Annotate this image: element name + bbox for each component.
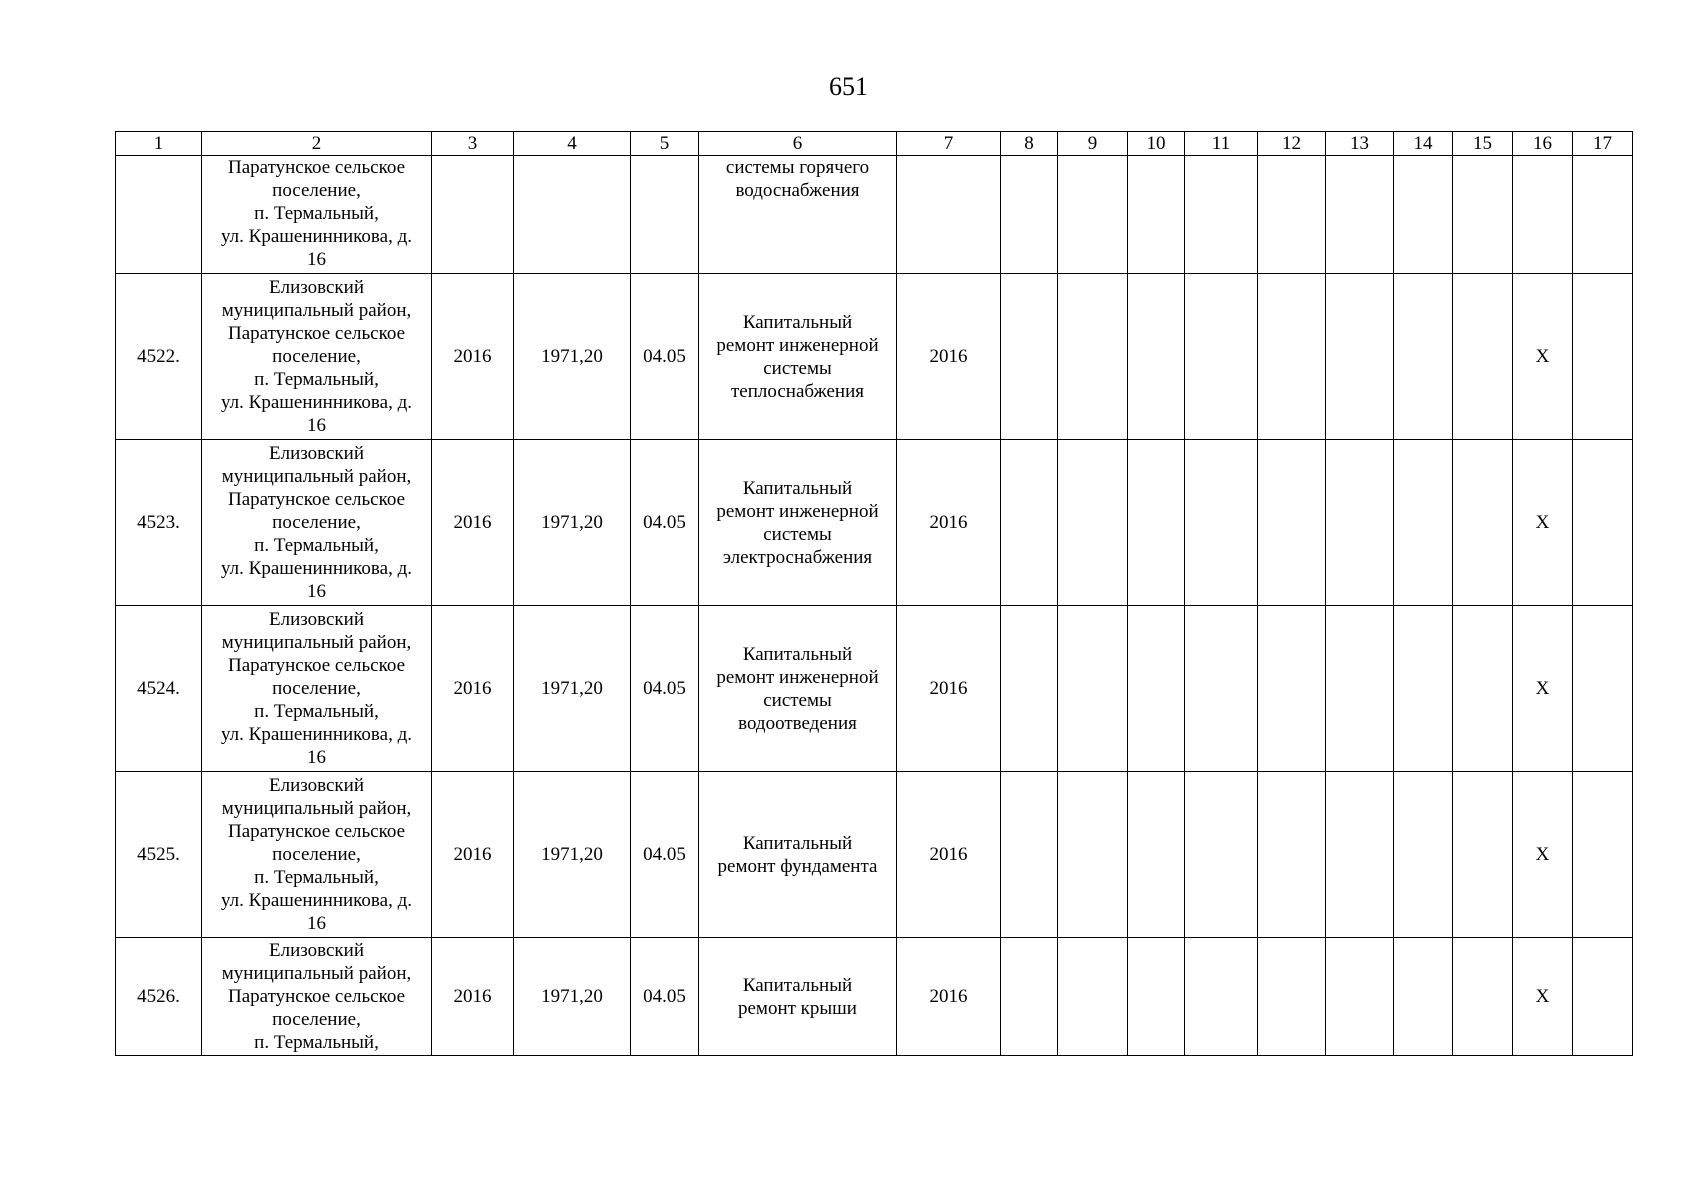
empty-cell bbox=[1258, 440, 1326, 606]
empty-cell bbox=[1326, 772, 1394, 938]
code-cell: 04.05 bbox=[631, 938, 699, 1056]
empty-cell bbox=[1001, 938, 1058, 1056]
row-number-cell: 4526. bbox=[116, 938, 202, 1056]
empty-cell bbox=[1128, 938, 1185, 1056]
column-number-1: 1 bbox=[116, 132, 202, 156]
empty-cell bbox=[1058, 606, 1128, 772]
mark-cell: Х bbox=[1513, 440, 1573, 606]
work-type-cell: Капитальный ремонт инженерной системы теплоснабжения bbox=[699, 274, 897, 440]
column-number-14: 14 bbox=[1394, 132, 1453, 156]
year-cell: 2016 bbox=[432, 440, 514, 606]
row-number-cell bbox=[116, 156, 202, 274]
address-cell: Елизовский муниципальный район, Паратунское сельское поселение, п. Термальный, ул. Крашенинникова, д. 16 bbox=[202, 606, 432, 772]
row-number-cell: 4522. bbox=[116, 274, 202, 440]
year-cell: 2016 bbox=[432, 772, 514, 938]
page-number: 651 bbox=[829, 72, 868, 101]
empty-cell bbox=[1258, 156, 1326, 274]
continuation-row bbox=[116, 156, 1633, 274]
column-number-7: 7 bbox=[897, 132, 1001, 156]
table-header-row bbox=[116, 132, 1633, 156]
empty-cell bbox=[1058, 156, 1128, 274]
empty-cell bbox=[1513, 156, 1573, 274]
work-year-cell: 2016 bbox=[897, 606, 1001, 772]
table-row bbox=[116, 772, 1633, 938]
empty-cell bbox=[1058, 274, 1128, 440]
empty-cell bbox=[1128, 440, 1185, 606]
work-year-cell: 2016 bbox=[897, 938, 1001, 1056]
work-year-cell: 2016 bbox=[897, 274, 1001, 440]
code-cell: 04.05 bbox=[631, 440, 699, 606]
column-number-3: 3 bbox=[432, 132, 514, 156]
column-number-8: 8 bbox=[1001, 132, 1058, 156]
empty-cell bbox=[1453, 606, 1513, 772]
empty-cell bbox=[1128, 274, 1185, 440]
column-number-16: 16 bbox=[1513, 132, 1573, 156]
empty-cell bbox=[1128, 606, 1185, 772]
address-cell: Елизовский муниципальный район, Паратунское сельское поселение, п. Термальный, ул. Крашенинникова, д. 16 bbox=[202, 274, 432, 440]
area-cell: 1971,20 bbox=[514, 772, 631, 938]
empty-cell bbox=[1185, 938, 1258, 1056]
address-cell: Елизовский муниципальный район, Паратунское сельское поселение, п. Термальный, bbox=[202, 938, 432, 1056]
address-cell: Елизовский муниципальный район, Паратунское сельское поселение, п. Термальный, ул. Крашенинникова, д. 16 bbox=[202, 772, 432, 938]
mark-cell: Х bbox=[1513, 606, 1573, 772]
empty-cell bbox=[1326, 938, 1394, 1056]
empty-cell bbox=[1573, 772, 1633, 938]
empty-cell bbox=[1258, 606, 1326, 772]
empty-cell bbox=[1128, 772, 1185, 938]
table-row bbox=[116, 606, 1633, 772]
empty-cell bbox=[1394, 156, 1453, 274]
empty-cell bbox=[1394, 938, 1453, 1056]
mark-cell: Х bbox=[1513, 938, 1573, 1056]
empty-cell bbox=[1001, 156, 1058, 274]
empty-cell bbox=[1573, 938, 1633, 1056]
empty-cell bbox=[1258, 772, 1326, 938]
empty-cell bbox=[1394, 606, 1453, 772]
row-number-cell: 4524. bbox=[116, 606, 202, 772]
year-cell: 2016 bbox=[432, 606, 514, 772]
work-type-cell: Капитальный ремонт крыши bbox=[699, 938, 897, 1056]
empty-cell bbox=[1326, 156, 1394, 274]
work-type-cell: Капитальный ремонт инженерной системы электроснабжения bbox=[699, 440, 897, 606]
empty-cell bbox=[1058, 938, 1128, 1056]
column-number-9: 9 bbox=[1058, 132, 1128, 156]
empty-cell bbox=[1258, 274, 1326, 440]
empty-cell bbox=[1058, 440, 1128, 606]
empty-cell bbox=[432, 156, 514, 274]
empty-cell bbox=[897, 156, 1001, 274]
empty-cell bbox=[1394, 440, 1453, 606]
empty-cell bbox=[1001, 772, 1058, 938]
empty-cell bbox=[1394, 274, 1453, 440]
empty-cell bbox=[631, 156, 699, 274]
column-number-2: 2 bbox=[202, 132, 432, 156]
row-number-cell: 4523. bbox=[116, 440, 202, 606]
column-number-6: 6 bbox=[699, 132, 897, 156]
mark-cell: Х bbox=[1513, 772, 1573, 938]
empty-cell bbox=[1573, 274, 1633, 440]
work-type-cell: системы горячего водоснабжения bbox=[699, 156, 897, 274]
mark-cell: Х bbox=[1513, 274, 1573, 440]
code-cell: 04.05 bbox=[631, 606, 699, 772]
empty-cell bbox=[1185, 772, 1258, 938]
table-row bbox=[116, 938, 1633, 1056]
empty-cell bbox=[1001, 440, 1058, 606]
empty-cell bbox=[1573, 156, 1633, 274]
empty-cell bbox=[1001, 274, 1058, 440]
empty-cell bbox=[1394, 772, 1453, 938]
column-number-11: 11 bbox=[1185, 132, 1258, 156]
address-cell: Елизовский муниципальный район, Паратунское сельское поселение, п. Термальный, ул. Крашенинникова, д. 16 bbox=[202, 440, 432, 606]
column-number-4: 4 bbox=[514, 132, 631, 156]
work-type-cell: Капитальный ремонт фундамента bbox=[699, 772, 897, 938]
area-cell: 1971,20 bbox=[514, 938, 631, 1056]
code-cell: 04.05 bbox=[631, 274, 699, 440]
empty-cell bbox=[1453, 772, 1513, 938]
empty-cell bbox=[1058, 772, 1128, 938]
empty-cell bbox=[1001, 606, 1058, 772]
column-number-13: 13 bbox=[1326, 132, 1394, 156]
row-number-cell: 4525. bbox=[116, 772, 202, 938]
empty-cell bbox=[1326, 274, 1394, 440]
column-number-5: 5 bbox=[631, 132, 699, 156]
address-cell: Паратунское сельское поселение, п. Термальный, ул. Крашенинникова, д. 16 bbox=[202, 156, 432, 274]
code-cell: 04.05 bbox=[631, 772, 699, 938]
empty-cell bbox=[1258, 938, 1326, 1056]
column-number-12: 12 bbox=[1258, 132, 1326, 156]
work-year-cell: 2016 bbox=[897, 772, 1001, 938]
empty-cell bbox=[1453, 156, 1513, 274]
area-cell: 1971,20 bbox=[514, 606, 631, 772]
empty-cell bbox=[1453, 440, 1513, 606]
column-number-15: 15 bbox=[1453, 132, 1513, 156]
table-row bbox=[116, 440, 1633, 606]
empty-cell bbox=[1453, 938, 1513, 1056]
empty-cell bbox=[1128, 156, 1185, 274]
empty-cell bbox=[1326, 606, 1394, 772]
capital-repair-table bbox=[115, 131, 1633, 1056]
area-cell: 1971,20 bbox=[514, 274, 631, 440]
work-type-cell: Капитальный ремонт инженерной системы водоотведения bbox=[699, 606, 897, 772]
year-cell: 2016 bbox=[432, 274, 514, 440]
empty-cell bbox=[1573, 606, 1633, 772]
empty-cell bbox=[514, 156, 631, 274]
column-number-17: 17 bbox=[1573, 132, 1633, 156]
empty-cell bbox=[1185, 440, 1258, 606]
column-number-10: 10 bbox=[1128, 132, 1185, 156]
empty-cell bbox=[1185, 606, 1258, 772]
year-cell: 2016 bbox=[432, 938, 514, 1056]
work-year-cell: 2016 bbox=[897, 440, 1001, 606]
empty-cell bbox=[1185, 156, 1258, 274]
area-cell: 1971,20 bbox=[514, 440, 631, 606]
empty-cell bbox=[1573, 440, 1633, 606]
empty-cell bbox=[1185, 274, 1258, 440]
empty-cell bbox=[1326, 440, 1394, 606]
empty-cell bbox=[1453, 274, 1513, 440]
table-row bbox=[116, 274, 1633, 440]
